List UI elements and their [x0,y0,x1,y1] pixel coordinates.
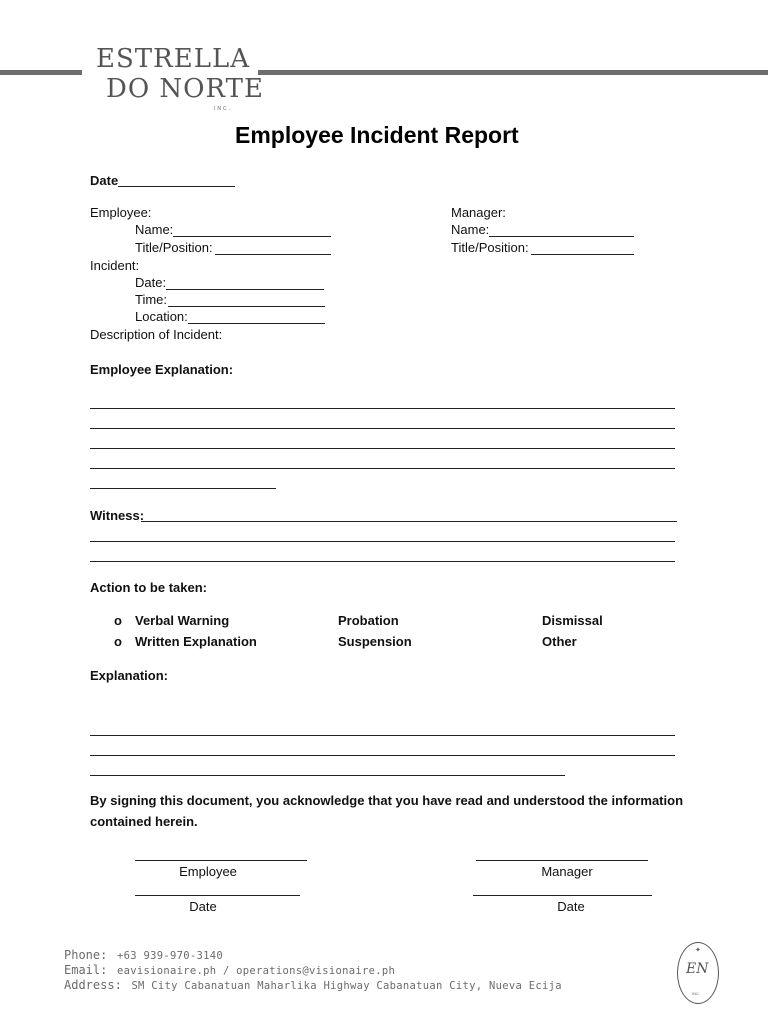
employee-name-line[interactable] [173,236,331,237]
employee-explanation-line[interactable] [90,428,675,429]
employee-signature-line[interactable] [135,860,307,861]
logo-line-2: DO NORTE [106,74,264,104]
seal-star-icon: ✦ [695,947,701,954]
explanation-line[interactable] [90,755,675,756]
action-option[interactable]: Dismissal [542,613,603,628]
explanation-line[interactable] [90,775,565,776]
logo-line-1: ESTRELLA [96,44,250,74]
phone-label: Phone: [64,948,108,962]
manager-date-line[interactable] [473,895,652,896]
employee-title-label: Title/Position: [135,240,213,255]
manager-date-label: Date [557,899,585,914]
incident-date-label: Date: [135,275,167,290]
seal-inc: INC. [692,991,700,996]
phone-value: +63 939-970-3140 [117,950,223,962]
action-option[interactable]: Written Explanation [135,634,257,649]
incident-description-label: Description of Incident: [90,327,223,342]
employee-title-line[interactable] [215,254,331,255]
manager-heading: Manager: [451,205,506,220]
footer-address [64,974,562,993]
incident-location-label: Location: [135,309,188,324]
page-title: Employee Incident Report [235,122,519,148]
bullet-icon: o [114,634,122,649]
manager-name-label: Name: [451,222,490,237]
action-option[interactable]: Probation [338,613,399,628]
acknowledgement-line-2: contained herein. [90,814,198,829]
employee-explanation-line[interactable] [90,468,675,469]
manager-title-label: Title/Position: [451,240,529,255]
employee-date-line[interactable] [135,895,300,896]
manager-name-line[interactable] [489,236,634,237]
action-option[interactable]: Verbal Warning [135,613,230,628]
employee-explanation-line[interactable] [90,448,675,449]
incident-date-line[interactable] [166,289,324,290]
action-option[interactable]: Suspension [338,634,412,649]
witness-line[interactable] [90,561,675,562]
employee-heading: Employee: [90,205,152,220]
company-seal-icon [677,942,719,1004]
manager-signature-line[interactable] [476,860,648,861]
company-logo [92,42,264,114]
employee-name-label: Name: [135,222,174,237]
witness-line[interactable] [141,521,677,522]
email-value: eavisionaire.ph / operations@visionaire.ph [117,965,396,977]
employee-date-label: Date [189,899,217,914]
manager-title-line[interactable] [531,254,634,255]
address-label: Address: [64,978,122,992]
action-option[interactable]: Other [542,634,577,649]
header-bar-left [0,70,82,75]
date-label: Date [90,173,119,188]
email-label: Email: [64,963,108,977]
incident-time-label: Time: [135,292,168,307]
explanation-line[interactable] [90,735,675,736]
manager-signature-label: Manager [541,864,593,879]
bullet-icon: o [114,613,122,628]
explanation-label: Explanation: [90,668,169,683]
employee-explanation-line[interactable] [90,488,276,489]
witness-label: Witness: [90,508,145,523]
employee-explanation-line[interactable] [90,408,675,409]
incident-time-line[interactable] [168,306,325,307]
acknowledgement-line-1: By signing this document, you acknowledge that you have read and understood the information [90,793,684,808]
incident-location-line[interactable] [188,323,325,324]
date-line[interactable] [118,186,235,187]
address-value: SM City Cabanatuan Maharlika Highway Cabanatuan City, Nueva Ecija [131,980,562,992]
logo-inc: INC. [214,106,232,112]
header-bar-right [258,70,768,75]
incident-heading: Incident: [90,258,140,273]
employee-explanation-label: Employee Explanation: [90,362,234,377]
witness-line[interactable] [90,541,675,542]
action-heading: Action to be taken: [90,580,208,595]
employee-signature-label: Employee [179,864,237,879]
seal-monogram: EN [686,961,709,977]
